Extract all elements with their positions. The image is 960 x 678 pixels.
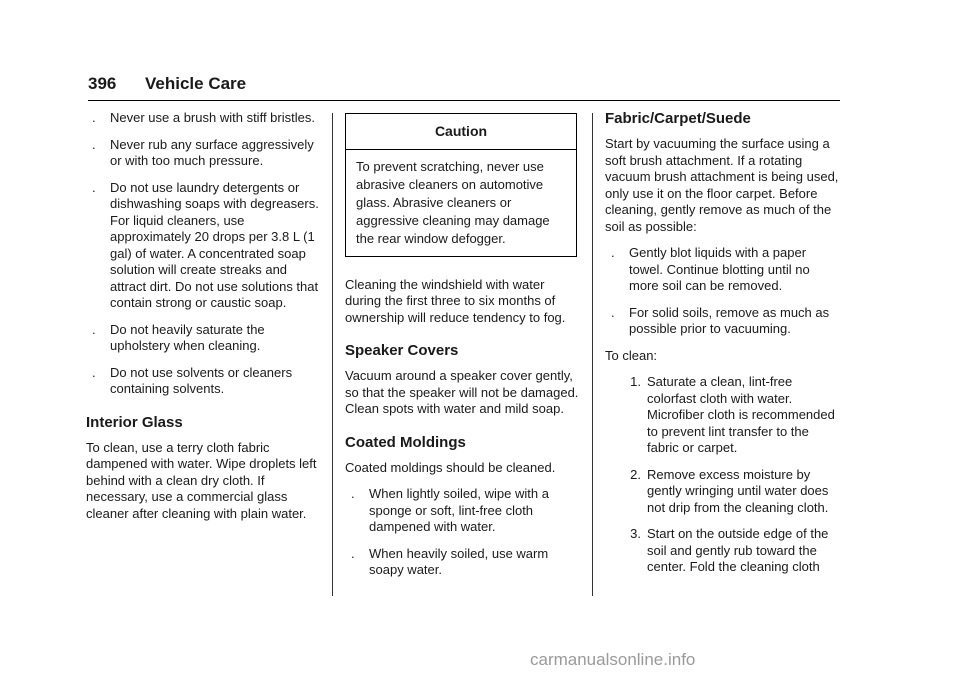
caution-box (345, 113, 577, 257)
bullet-glyph: . (92, 364, 96, 380)
list-item-text: Do not use solvents or cleaners containing solvents. (110, 364, 293, 396)
coated-moldings-heading: Coated Moldings (345, 433, 466, 451)
list-item (86, 322, 324, 355)
fabric-intro-text: Start by vacuuming the surface using a soft brush attachment. If a rotating vacuum brush attachment is being used, only use it on the floor carpet. Before cleaning, gently remove as much of the soil as possible: (605, 136, 839, 234)
numbered-step (605, 526, 841, 576)
list-item (345, 546, 581, 579)
list-item-text: When lightly soiled, wipe with a sponge or soft, lint-free cloth dampened with water. (369, 486, 549, 534)
interior-glass-heading: Interior Glass (86, 413, 183, 431)
list-item (86, 365, 324, 398)
numbered-step (605, 374, 841, 457)
list-item-text: Never use a brush with stiff bristles. (110, 110, 315, 125)
list-item-text: For solid soils, remove as much as possible prior to vacuuming. (629, 304, 830, 336)
page-header (88, 72, 840, 101)
column-divider (332, 113, 333, 596)
list-item-text: Never rub any surface aggressively or with too much pressure. (110, 136, 314, 168)
column-2 (345, 110, 581, 589)
list-item (605, 305, 841, 338)
bullet-glyph: . (611, 245, 615, 260)
speaker-covers-text: Vacuum around a speaker cover gently, so that the speaker will not be damaged. Clean spots with water and mild soap. (345, 368, 579, 416)
list-item (86, 180, 324, 312)
step-number: 2. (630, 466, 641, 482)
step-text: Start on the outside edge of the soil and gently rub toward the center. Fold the cleaning cloth (647, 526, 829, 574)
coated-moldings-text: Coated moldings should be cleaned. (345, 459, 556, 475)
list-item-text: Gently blot liquids with a paper towel. Continue blotting until no more soil can be removed. (629, 245, 810, 293)
list-item-text: When heavily soiled, use warm soapy water. (369, 545, 549, 577)
bullet-glyph: . (351, 486, 355, 501)
page-number: 396 (88, 74, 117, 93)
numbered-step (605, 467, 841, 517)
bullet-glyph: . (92, 110, 96, 125)
step-text: Saturate a clean, lint-free colorfast cloth with water. Microfiber cloth is recommended to prevent lint transfer to the fabric or carpet. (647, 374, 835, 455)
caution-text: To prevent scratching, never use abrasive cleaners on automotive glass. Abrasive cleaners or aggressive cleaning may damage the rear window defogger. (356, 158, 550, 246)
section-title: Vehicle Care (145, 74, 247, 93)
column-3 (605, 110, 841, 586)
bullet-glyph: . (92, 179, 96, 195)
step-number: 1. (630, 374, 641, 389)
step-text: Remove excess moisture by gently wringing until water does not drip from the cleaning cloth. (647, 466, 829, 515)
column-1 (86, 110, 324, 532)
column-divider (592, 113, 593, 596)
interior-glass-text: To clean, use a terry cloth fabric dampened with water. Wipe droplets left behind with a clean dry cloth. If necessary, use a commercial glass cleaner after cleaning with plain water. (86, 439, 317, 521)
list-item-text: Do not heavily saturate the upholstery when cleaning. (110, 321, 265, 353)
watermark: carmanualsonline.info (530, 650, 696, 669)
list-item (86, 137, 324, 170)
windshield-text: Cleaning the windshield with water during the first three to six months of ownership will reduce tendency to fog. (345, 276, 566, 325)
speaker-covers-heading: Speaker Covers (345, 342, 459, 359)
bullet-glyph: . (351, 545, 355, 561)
list-item-text: Do not use laundry detergents or dishwashing soaps with degreasers. For liquid cleaners, use approximately 20 drops per 3.8 L (1 gal) of water. A concentrated soap solution will create streaks and attract dirt. Do not use solutions that contain strong or caustic soap. (110, 179, 319, 310)
bullet-glyph: . (92, 321, 96, 337)
list-item (345, 486, 581, 536)
to-clean-label: To clean: (605, 347, 658, 363)
bullet-glyph: . (611, 304, 615, 320)
bullet-glyph: . (92, 136, 96, 152)
caution-title: Caution (346, 114, 576, 150)
fabric-carpet-suede-heading: Fabric/Carpet/Suede (605, 110, 751, 127)
list-item (86, 110, 324, 127)
list-item (605, 245, 841, 295)
step-number: 3. (630, 526, 641, 541)
